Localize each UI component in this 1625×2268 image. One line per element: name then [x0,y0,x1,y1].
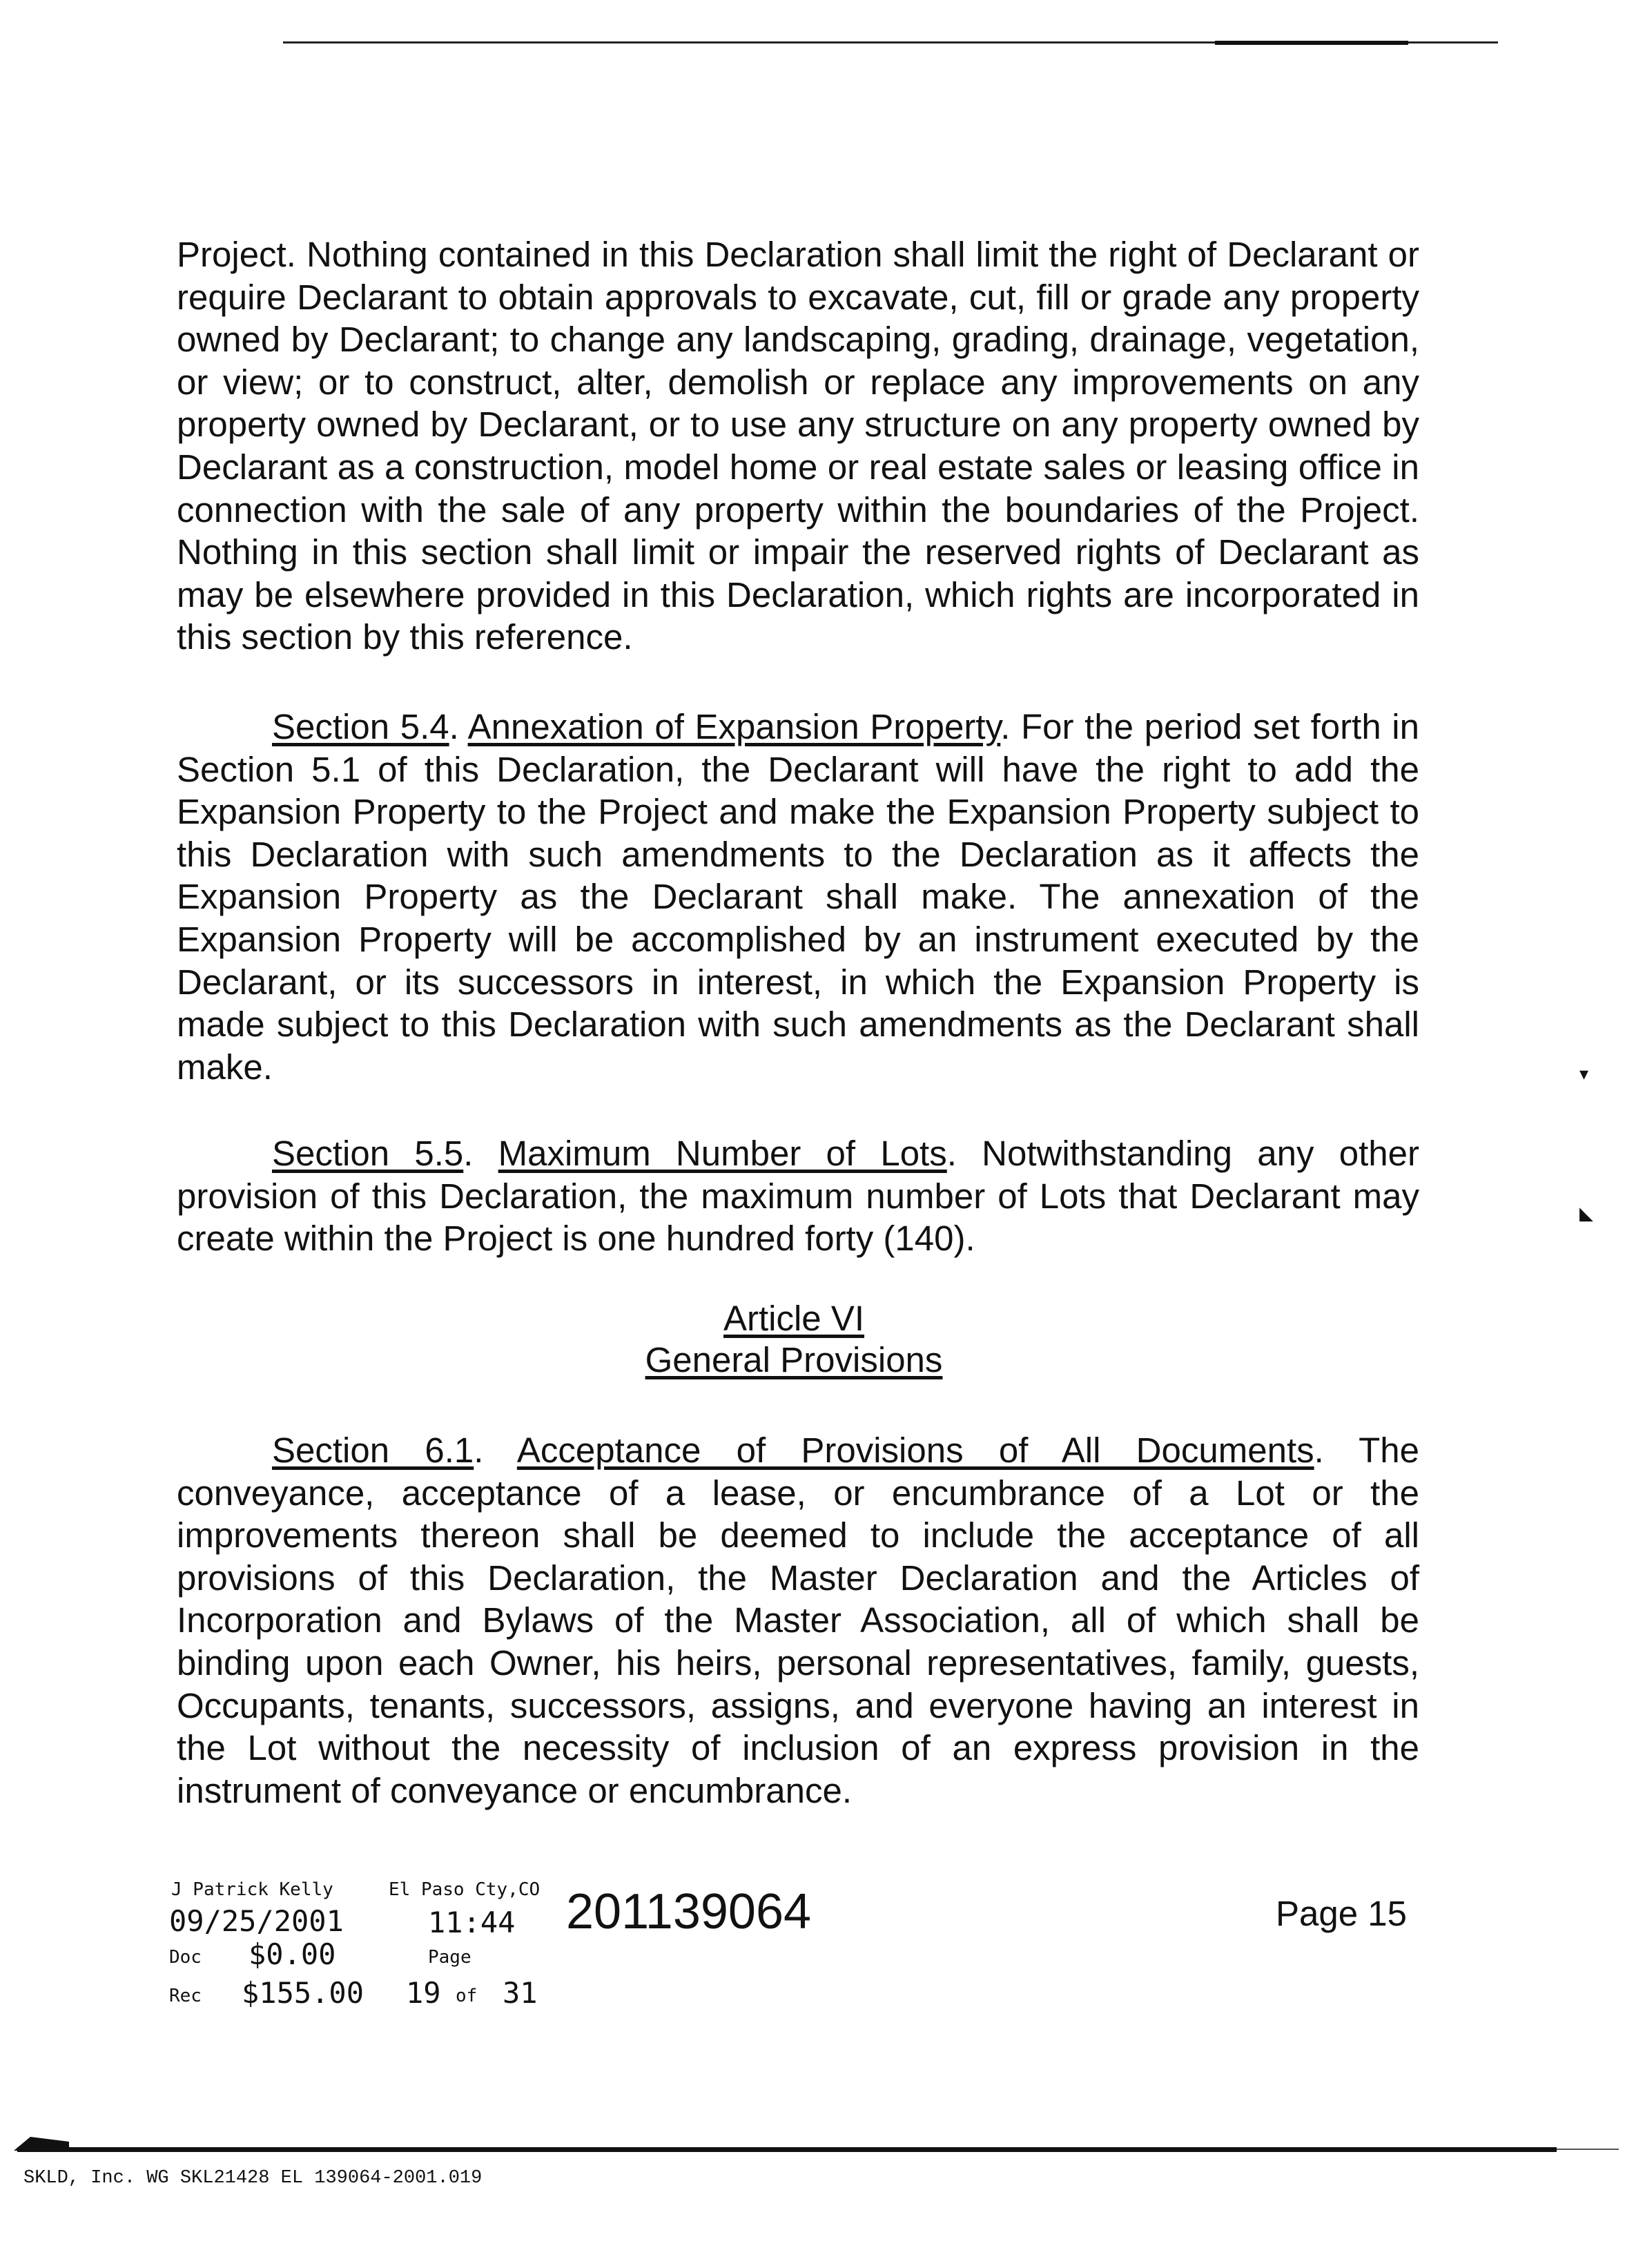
paragraph-text: Project. Nothing contained in this Declaration shall limit the right of Declarant or require Declarant to obtain approvals to excavate, cut, fill or grade any property owned by Declarant; to change any landscaping, grading, drainage, vegetation, or view; or to construct, alter, demolish or replace any improvements on any property owned by Declarant, or to use any structure on any property owned by Declarant as a construction, model home or real estate sales or leasing office in connection with the sale of any property within the boundaries of the Project. Nothing in this section shall limit or impair the reserved rights of Declarant as may be elsewhere provided in this Declaration, which rights are incorporated in this section by this reference. [177,235,1419,657]
section-body: For the period set forth in Section 5.1 of this Declaration, the Declarant will have the right to add the Expansion Property to the Project and make the Expansion Property subject to this Declaration with such amendments to the Declaration as it affects the Expansion Property as the Declarant shall make. The annexation of the Expansion Property will be accomplished by an instrument executed by the Declarant, or its successors in interest, in which the Expansion Property is made subject to this Declaration with such amendments as the Declarant shall make. [177,707,1419,1087]
stamp-rec-label: Rec [169,1986,202,2006]
stamp-county: El Paso Cty,CO [389,1879,541,1900]
margin-mark: ▾ [1579,1063,1589,1084]
section-title: Maximum Number of Lots [498,1134,947,1173]
page-number: Page 15 [1276,1894,1408,1933]
stamp-page-label: Page [428,1947,471,1968]
section-5-4-paragraph: Section 5.4. Annexation of Expansion Property. For the period set forth in Section 5.1 of this Declaration, the Declarant will have the right to add the Expansion Property to the Project and make the Expansion Property subject to this Declaration with such amendments to the Declaration as it affects the Expansion Property as the Declarant shall make. The annexation of the Expansion Property will be accomplished by an instrument executed by the Declarant, or its successors in interest, in which the Expansion Property is made subject to this Declaration with such amendments as the Declarant shall make. [177,707,1419,1087]
stamp-rec-fee: $155.00 [242,1976,364,2010]
section-5-5-paragraph: Section 5.5. Maximum Number of Lots. Notwithstanding any other provision of this Declaration, the maximum number of Lots that Declarant may create within the Project is one hundred forty (140). [177,1134,1419,1259]
stamp-page-number: 19 [406,1976,441,2010]
footer-code: SKLD, Inc. WG SKL21428 EL 139064-2001.019 [23,2168,483,2189]
stamp-page-total: 31 [503,1976,538,2010]
stamp-doc-label: Doc [169,1947,202,1968]
reception-number: 201139064 [566,1884,812,1939]
stamp-doc-fee: $0.00 [249,1937,336,1971]
section-label: Section 5.4 [272,707,449,746]
section-body: The conveyance, acceptance of a lease, or encumbrance of a Lot or the improvements thereon shall be deemed to include the acceptance of all provisions of this Declaration, the Master Declaration and the Articles of Incorporation and Bylaws of the Master Association, all of which shall be binding upon each Owner, his heirs, personal representatives, family, guests, Occupants, tenants, successors, assigns, and everyone having an interest in the Lot without the necessity of inclusion of an express provision in the instrument of conveyance or encumbrance. [177,1431,1419,1810]
section-title: Annexation of Expansion Property [467,707,1001,746]
top-rule-thick [1215,41,1408,45]
section-title: Acceptance of Provisions of All Documents [516,1431,1314,1470]
article-title: General Provisions [645,1340,943,1379]
section-body: Notwithstanding any other provision of this Declaration, the maximum number of Lots that Declarant may create within the Project is one hundred forty (140). [177,1134,1419,1259]
stamp-time: 11:44 [428,1906,516,1939]
section-label: Section 5.5 [272,1134,464,1173]
section-label: Section 6.1 [272,1431,474,1470]
stamp-date: 09/25/2001 [169,1904,344,1938]
article-number: Article VI [723,1299,865,1338]
section-6-1-paragraph: Section 6.1. Acceptance of Provisions of All Documents. The conveyance, acceptance of a lease, or encumbrance of a Lot or the improvements thereon shall be deemed to include the acceptance of all provisions of this Declaration, the Master Declaration and the Articles of Incorporation and Bylaws of the Master Association, all of which shall be binding upon each Owner, his heirs, personal representatives, family, guests, Occupants, tenants, successors, assigns, and everyone having an interest in the Lot without the necessity of inclusion of an express provision in the instrument of conveyance or encumbrance. [177,1431,1419,1810]
margin-mark: ◣ [1579,1203,1593,1223]
stamp-of-label: of [456,1986,478,2006]
paragraph-continuation [177,233,1419,659]
bottom-rule-thin [1557,2149,1619,2150]
stamp-clerk: J Patrick Kelly [171,1879,333,1900]
bottom-rule [17,2147,1557,2152]
